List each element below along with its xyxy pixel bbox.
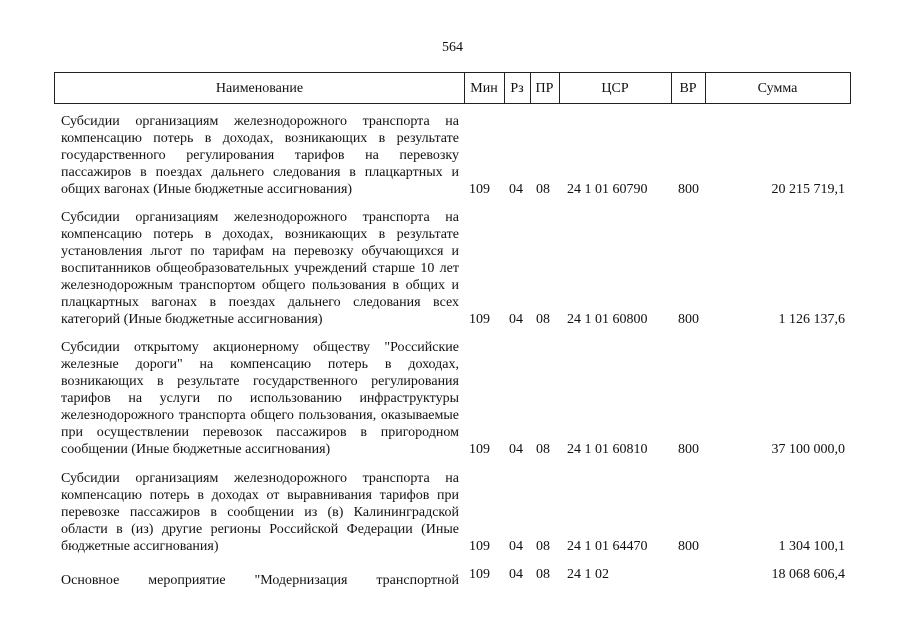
row-2-sum: 1 126 137,6 bbox=[778, 312, 845, 327]
row-2-min: 109 bbox=[469, 312, 490, 327]
row-4-csr: 24 1 01 64470 bbox=[567, 539, 648, 554]
row-5-name: Основное мероприятие "Модернизация транспортной bbox=[61, 573, 459, 588]
header-pr: ПР bbox=[535, 81, 554, 96]
row-3-rz: 04 bbox=[509, 442, 523, 457]
row-1-vr: 800 bbox=[678, 182, 699, 197]
row-1-sum: 20 215 719,1 bbox=[771, 182, 845, 197]
row-4-min: 109 bbox=[469, 539, 490, 554]
header-sum: Сумма bbox=[757, 81, 798, 96]
row-2-rz: 04 bbox=[509, 312, 523, 327]
header-min: Мин bbox=[470, 81, 498, 96]
row-4-sum: 1 304 100,1 bbox=[778, 539, 845, 554]
row-4-rz: 04 bbox=[509, 539, 523, 554]
row-1-min: 109 bbox=[469, 182, 490, 197]
row-5-csr: 24 1 02 bbox=[567, 567, 609, 582]
row-5-min: 109 bbox=[469, 567, 490, 582]
row-1-pr: 08 bbox=[536, 182, 550, 197]
row-5-pr: 08 bbox=[536, 567, 550, 582]
row-4-pr: 08 bbox=[536, 539, 550, 554]
row-4-name: Субсидии организациям железнодорожного транспорта на компенсацию потерь в доходах от выравнивания тарифов при перевозке пассажиров в сообщении из (в) Калининградской области в (из) другие регионы Российской Федерации (Иные бюджетные ассигнования) bbox=[61, 471, 459, 554]
row-2-name: Субсидии организациям железнодорожного транспорта на компенсацию потерь в доходах, возникающих в результате установления льгот по тарифам на перевозку обучающихся и воспитанников общеобразовательных учреждений старше 10 лет железнодорожным транспортом общего пользования в общих и плацкартных вагонах в поездах дальнего следования всех категорий (Иные бюджетные ассигнования) bbox=[61, 210, 459, 327]
row-5-sum: 18 068 606,4 bbox=[771, 567, 845, 582]
row-3-vr: 800 bbox=[678, 442, 699, 457]
row-3-min: 109 bbox=[469, 442, 490, 457]
row-3-sum: 37 100 000,0 bbox=[771, 442, 845, 457]
header-csr: ЦСР bbox=[601, 81, 629, 96]
row-2-vr: 800 bbox=[678, 312, 699, 327]
row-2-csr: 24 1 01 60800 bbox=[567, 312, 648, 327]
page-number: 564 bbox=[442, 40, 463, 55]
table-header bbox=[54, 72, 851, 104]
row-3-name: Субсидии открытому акционерному обществу "Российские железные дороги" на компенсацию потерь в доходах, возникающих в результате государственного регулирования тарифов на услуги по использованию инфраструктуры железнодорожного транспорта общего пользования, оказываемые при осуществлении перевозок пассажиров в пригородном сообщении (Иные бюджетные ассигнования) bbox=[61, 340, 459, 457]
row-1-name: Субсидии организациям железнодорожного транспорта на компенсацию потерь в доходах, возникающих в результате государственного регулирования тарифов на перевозку пассажиров в поездах дальнего следования в плацкартных и общих вагонах (Иные бюджетные ассигнования) bbox=[61, 114, 459, 197]
row-2-pr: 08 bbox=[536, 312, 550, 327]
row-5-rz: 04 bbox=[509, 567, 523, 582]
header-vr: ВР bbox=[679, 81, 697, 96]
header-name: Наименование bbox=[215, 81, 304, 96]
header-rz: Рз bbox=[510, 81, 524, 96]
row-1-rz: 04 bbox=[509, 182, 523, 197]
row-4-vr: 800 bbox=[678, 539, 699, 554]
row-3-pr: 08 bbox=[536, 442, 550, 457]
row-3-csr: 24 1 01 60810 bbox=[567, 442, 648, 457]
row-1-csr: 24 1 01 60790 bbox=[567, 182, 648, 197]
